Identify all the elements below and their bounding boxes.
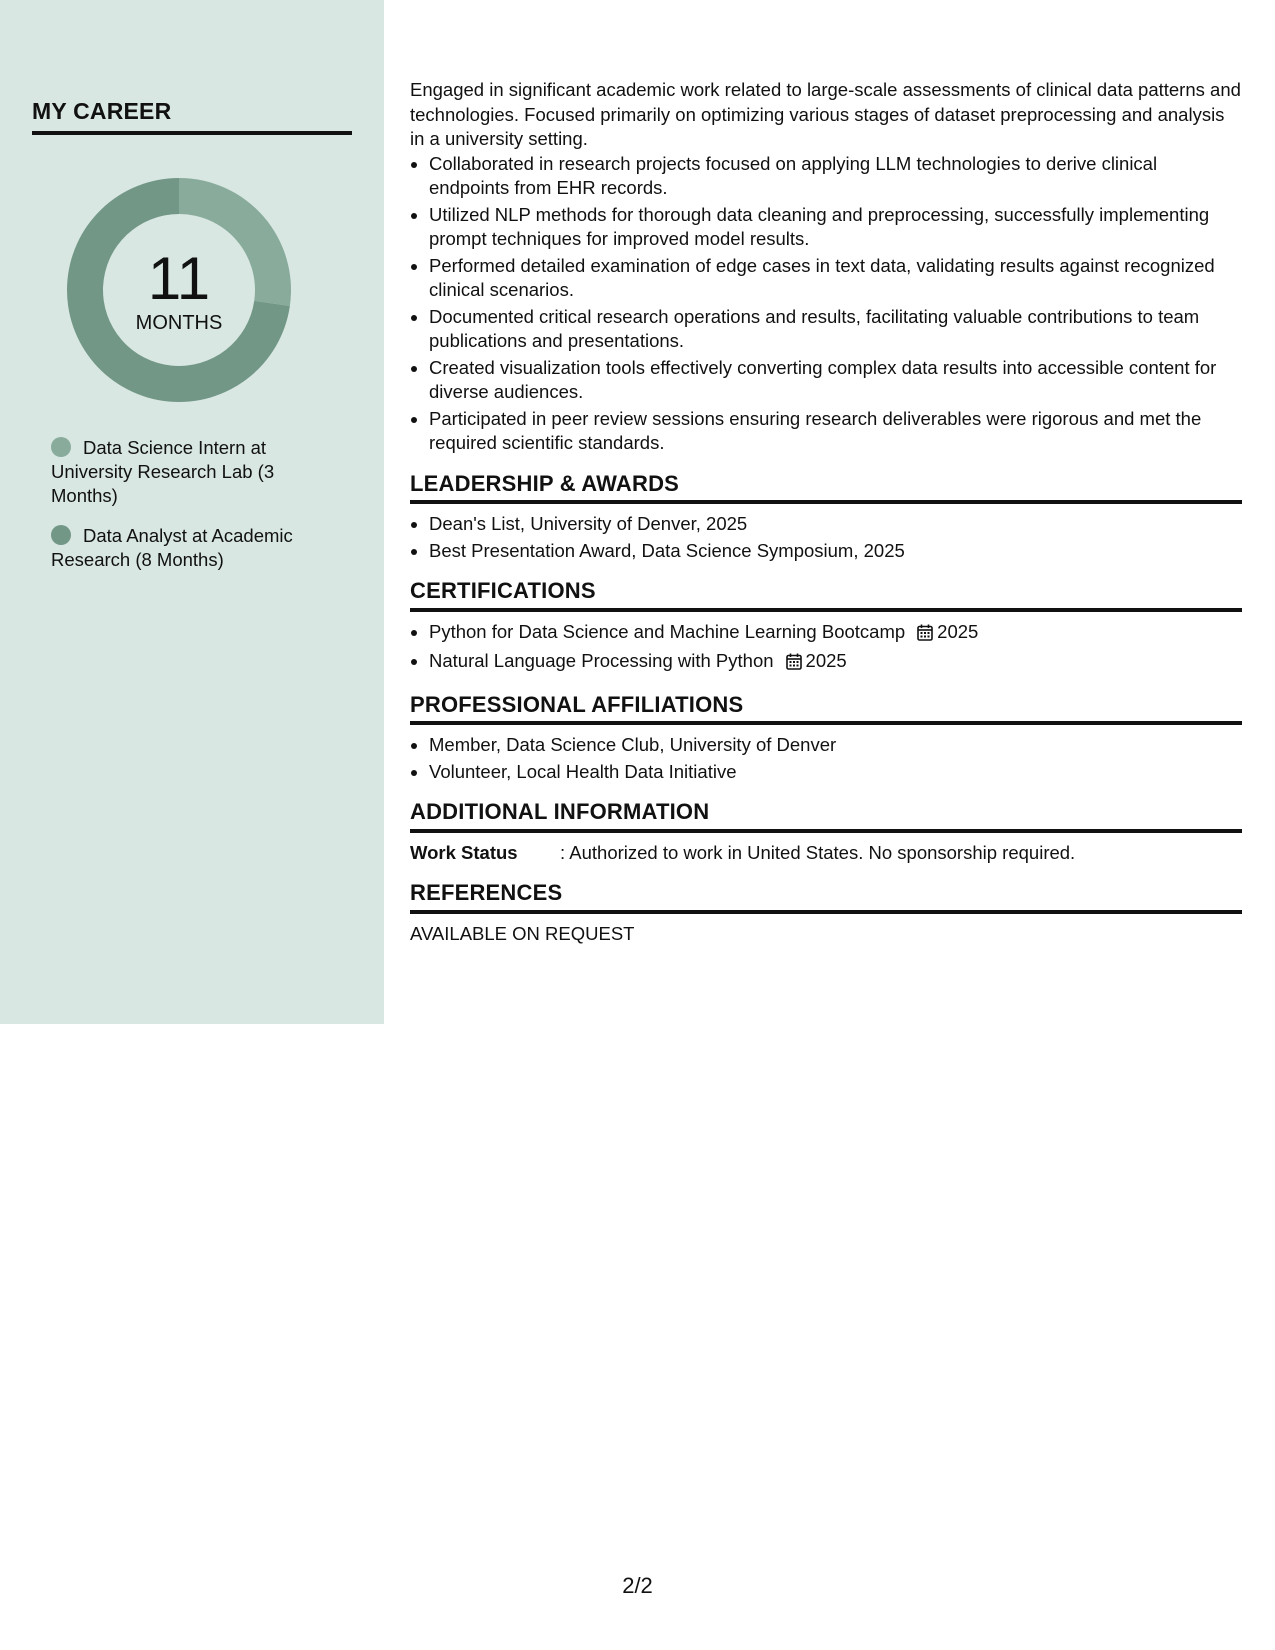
calendar-icon	[786, 652, 802, 677]
certifications-heading: CERTIFICATIONS	[410, 579, 1242, 612]
career-title: MY CAREER	[32, 98, 352, 135]
list-item: • Dean's List, University of Denver, 2025	[429, 512, 1242, 537]
career-sidebar	[0, 0, 384, 1024]
list-item: • Utilized NLP methods for thorough data cleaning and preprocessing, successfully implementing prompt techniques for improved model results.	[429, 203, 1242, 252]
legend-dot-icon	[51, 437, 71, 457]
experience-bullets	[410, 152, 1242, 456]
certification-year: 2025	[805, 650, 847, 671]
certification-name: Natural Language Processing with Python	[429, 650, 774, 671]
work-status-label: Work Status	[410, 841, 518, 863]
certifications-list	[410, 620, 1242, 677]
list-item	[429, 620, 1242, 648]
list-item: • Performed detailed examination of edge cases in text data, validating results against recognized clinical scenarios.	[429, 254, 1242, 303]
work-status-value: : Authorized to work in United States. No sponsorship required.	[560, 841, 1076, 863]
affiliations-heading: PROFESSIONAL AFFILIATIONS	[410, 693, 1242, 726]
references-text: AVAILABLE ON REQUEST	[410, 922, 635, 944]
list-item: • Best Presentation Award, Data Science Symposium, 2025	[429, 539, 1242, 564]
affiliations-list	[410, 733, 1242, 784]
certification-name: Python for Data Science and Machine Learning Bootcamp	[429, 620, 906, 642]
list-item: • Created visualization tools effectively converting complex data results into accessible content for diverse audiences.	[429, 356, 1242, 405]
list-item: • Volunteer, Local Health Data Initiative	[429, 760, 1242, 785]
list-item: • Participated in peer review sessions ensuring research deliverables were rigorous and met the required scientific standards.	[429, 407, 1242, 456]
career-legend-item	[51, 524, 321, 572]
list-item: • Documented critical research operations and results, facilitating valuable contributions to team publications and presentations.	[429, 305, 1242, 354]
list-item: • Member, Data Science Club, University of Denver	[429, 733, 1242, 758]
page-number: 2/2	[622, 1573, 653, 1598]
career-legend	[51, 436, 321, 588]
legend-dot-icon	[51, 525, 71, 545]
career-total-months: 11	[147, 245, 211, 312]
career-role-label: Data Analyst at Academic Research (8 Months)	[51, 525, 293, 570]
work-status-row	[410, 841, 1242, 866]
references-heading: REFERENCES	[410, 881, 1242, 914]
list-item	[429, 649, 1242, 677]
career-total-unit: MONTHS	[135, 312, 223, 334]
career-role-label: Data Science Intern at University Research Lab (3 Months)	[51, 437, 275, 506]
career-donut	[66, 177, 292, 403]
list-item: • Collaborated in research projects focused on applying LLM technologies to derive clinical endpoints from EHR records.	[429, 152, 1242, 201]
career-legend-item	[51, 436, 321, 508]
awards-list	[410, 512, 1242, 563]
awards-heading: LEADERSHIP & AWARDS	[410, 472, 1242, 505]
certification-year: 2025	[937, 620, 979, 642]
additional-heading: ADDITIONAL INFORMATION	[410, 800, 1242, 833]
main-content	[410, 78, 1242, 946]
calendar-icon	[917, 623, 933, 648]
experience-intro: Engaged in significant academic work related to large-scale assessments of clinical data patterns and technologies. Focused primarily on optimizing various stages of dataset preprocessing and analysis in a university setting.	[410, 79, 1241, 149]
